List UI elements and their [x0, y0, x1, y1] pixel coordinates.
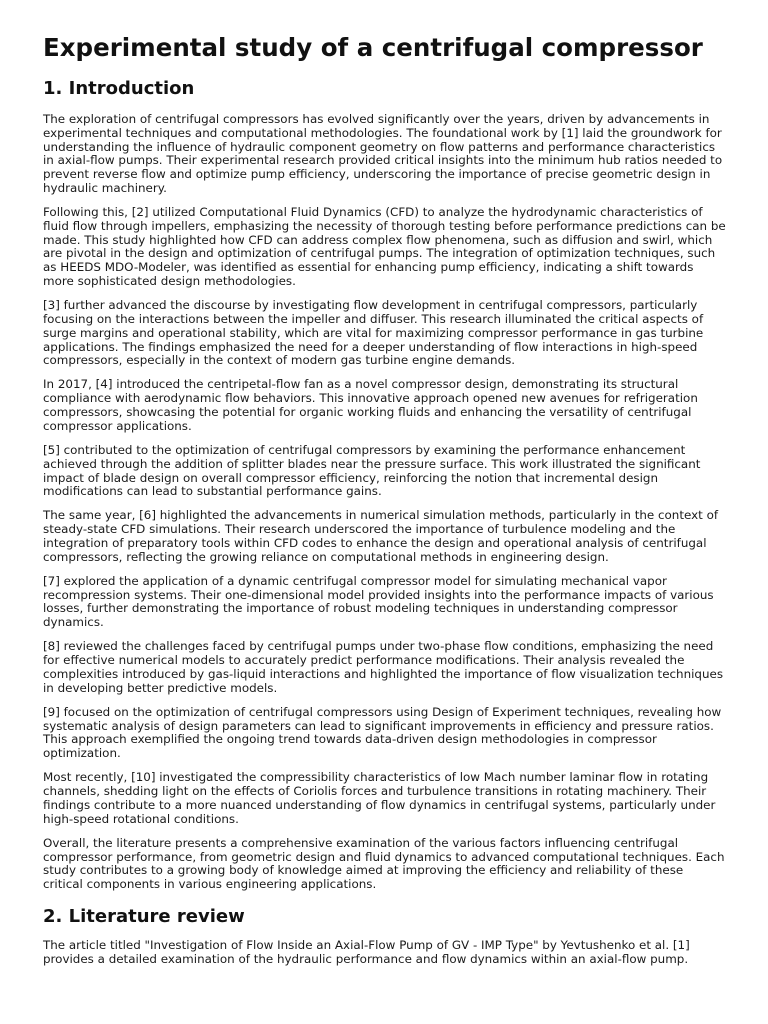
paragraph: In 2017, [4] introduced the centripetal-flow fan as a novel compressor design, demonstrating its structural compliance with aerodynamic flow behaviors. This innovative approach opened new avenues for refrigeration compressors, showcasing the potential for organic working fluids and enhancing the versatility of centrifugal compressor applications. [43, 377, 698, 433]
section-heading-introduction: 1. Introduction [43, 78, 195, 99]
paragraph: [8] reviewed the challenges faced by centrifugal pumps under two-phase flow conditions, emphasizing the need for effective numerical models to accurately predict performance modifications. Their analysis revealed the complexities introduced by gas-liquid interactions and highlighted the importance of flow visualization techniques in developing better predictive models. [43, 639, 724, 695]
paragraph: The same year, [6] highlighted the advancements in numerical simulation methods, particularly in the context of steady-state CFD simulations. Their research underscored the importance of turbulence modeling and the integration of preparatory tools within CFD codes to enhance the design and operational analysis of centrifugal compressors, reflecting the growing reliance on computational methods in engineering design. [43, 508, 719, 564]
paragraph: [3] further advanced the discourse by investigating flow development in centrifugal compressors, particularly focusing on the interactions between the impeller and diffuser. This research illuminated the critical aspects of surge margins and operational stability, which are vital for maximizing compressor performance in gas turbine applications. The findings emphasized the need for a deeper understanding of flow interactions in high-speed compressors, especially in the context of modern gas turbine engine demands. [43, 298, 704, 368]
paragraph: The article titled "Investigation of Flow Inside an Axial-Flow Pump of GV - IMP Type" by Yevtushenko et al. [1] provides a detailed examination of the hydraulic performance and flow dynamics within an axial-flow pump. [43, 938, 690, 966]
paragraph: Following this, [2] utilized Computational Fluid Dynamics (CFD) to analyze the hydrodynamic characteristics of fluid flow through impellers, emphasizing the necessity of thorough testing before performance predictions can be made. This study highlighted how CFD can address complex flow phenomena, such as diffusion and swirl, which are pivotal in the design and optimization of centrifugal pumps. The integration of optimization techniques, such as HEEDS MDO-Modeler, was identified as essential for enhancing pump efficiency, indicating a shift towards more sophisticated design methodologies. [43, 205, 726, 289]
section-heading-literature-review: 2. Literature review [43, 906, 245, 928]
paragraph: [7] explored the application of a dynamic centrifugal compressor model for simulating mechanical vapor recompression systems. Their one-dimensional model provided insights into the performance impacts of various losses, further demonstrating the importance of robust modeling techniques in understanding compressor dynamics. [43, 573, 714, 630]
paragraph: [9] focused on the optimization of centrifugal compressors using Design of Experiment techniques, revealing how systematic analysis of design parameters can lead to significant improvements in efficiency and pressure ratios. This approach exemplified the ongoing trend towards data-driven design methodologies in compressor optimization. [43, 704, 722, 761]
paragraph: Most recently, [10] investigated the compressibility characteristics of low Mach number laminar flow in rotating channels, shedding light on the effects of Coriolis forces and turbulence transitions in rotating machinery. Their findings contribute to a more nuanced understanding of flow dynamics in centrifugal systems, particularly under high-speed rotational conditions. [43, 770, 716, 826]
document-title: Experimental study of a centrifugal compressor [43, 33, 703, 62]
paragraph: The exploration of centrifugal compressors has evolved significantly over the years, driven by advancements in experimental techniques and computational methodologies. The foundational work by [1] laid the groundwork for understanding the influence of hydraulic component geometry on flow patterns and performance characteristics in axial-flow pumps. Their experimental research provided critical insights into the minimum hub ratios needed to prevent reverse flow and optimize pump efficiency, underscoring the importance of precise geometric design in hydraulic machinery. [43, 112, 723, 195]
paragraph: Overall, the literature presents a comprehensive examination of the various factors influencing centrifugal compressor performance, from geometric design and fluid dynamics to advanced computational techniques. Each study contributes to a growing body of knowledge aimed at improving the efficiency and reliability of these critical components in various engineering applications. [43, 835, 725, 892]
paragraph: [5] contributed to the optimization of centrifugal compressors by examining the performance enhancement achieved through the addition of splitter blades near the pressure surface. This work illustrated the significant impact of blade design on overall compressor efficiency, reinforcing the notion that incremental design modifications can lead to substantial performance gains. [43, 442, 701, 499]
